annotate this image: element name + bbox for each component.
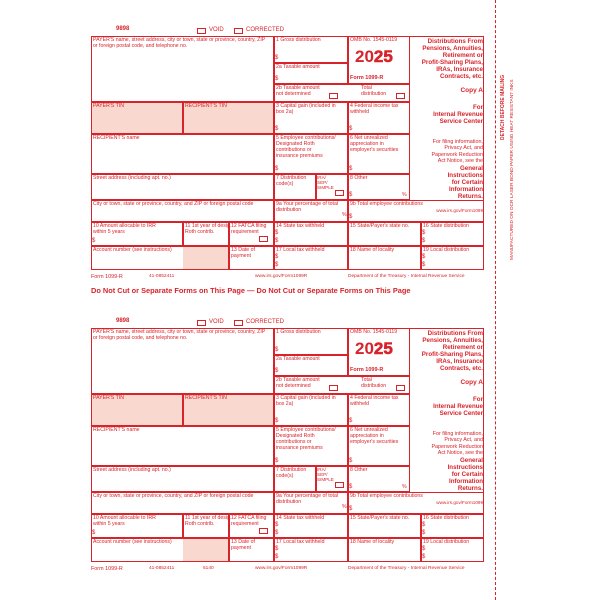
box9b-label: 9b Total employee contributions [350, 493, 423, 499]
do-not-cut-notice: Do Not Cut or Separate Forms on This Page — Do Not Cut or Separate Forms on This Page [91, 286, 411, 295]
dollar-sign: $ [92, 530, 96, 536]
recipient-name-label: RECIPIENT'S name [93, 427, 140, 433]
payer-info-label: PAYER'S name, street address, city or town, state or province, country, ZIP or foreign postal code, and telephone no. [93, 329, 266, 341]
dollar-sign: $ [275, 230, 279, 236]
year-suffix: 25 [373, 339, 393, 358]
box19-label: 19 Local distribution [423, 247, 470, 253]
ira-label: IRA/ SEP/ SIMPLE [317, 467, 334, 482]
corrected-checkbox[interactable] [234, 28, 243, 34]
footer-cat: 41-0852411 [149, 566, 175, 571]
year-suffix: 25 [373, 47, 393, 66]
recipient-tin-label: RECIPIENT'S TIN [185, 103, 227, 109]
box3-label: 3 Capital gain (included in box 2a) [276, 395, 336, 407]
dollar-sign: $ [422, 262, 426, 268]
total-dist-label: Total distribution [361, 85, 387, 97]
box19-label: 19 Local distribution [423, 539, 470, 545]
copy-a: Copy A [460, 87, 483, 94]
tax-year [355, 47, 393, 67]
dollar-sign: $ [275, 554, 279, 560]
fatca-checkbox[interactable] [259, 528, 268, 534]
account-label: Account number (see instructions) [93, 247, 172, 253]
box1-label: 1 Gross distribution [276, 329, 321, 335]
irs-url: www.irs.gov/Form1099 [436, 208, 483, 213]
total-dist-checkbox[interactable] [396, 385, 405, 391]
dollar-sign: $ [349, 458, 353, 464]
omb-number: OMB No. 1545-0119 [350, 329, 398, 335]
general-instructions: General Instructions for Certain Information Returns. [447, 457, 483, 492]
form-title: Distributions From Pensions, Annuities, Retirement or Profit-Sharing Plans, IRAs, Insurance Contracts, etc. [421, 38, 483, 80]
footer-dept: Department of the Treasury - Internal Revenue Service [348, 274, 465, 279]
footer-form: Form 1099-R [91, 566, 123, 572]
percent-sign: % [342, 504, 347, 510]
year-prefix: 20 [355, 339, 374, 358]
payer-info-label: PAYER'S name, street address, city or town, state or province, country, ZIP or foreign postal code, and telephone no. [93, 37, 266, 49]
tax-year [355, 339, 393, 359]
dollar-sign: $ [422, 530, 426, 536]
form-code: 9898 [116, 26, 130, 32]
box3-label: 3 Capital gain (included in box 2a) [276, 103, 336, 115]
box17-label: 17 Local tax withheld [276, 539, 325, 545]
street-label: Street address (including apt. no.) [93, 175, 171, 181]
recipient-tin-label: RECIPIENT'S TIN [185, 395, 227, 401]
box14-label: 14 State tax withheld [276, 515, 325, 521]
box5-label: 5 Employee contributions/ Designated Roth contributions or insurance premiums [276, 135, 336, 159]
privacy-text: For filing information, Privacy Act, and Paperwork Reduction Act Notice, see the [431, 431, 483, 457]
box13-label: 13 Date of payment [231, 247, 255, 259]
dollar-sign: $ [349, 418, 353, 424]
ira-label: IRA/ SEP/ SIMPLE [317, 175, 334, 190]
box9a-label: 9a Your percentage of total distribution [276, 201, 339, 213]
box15-label: 15 State/Payer's state no. [350, 515, 410, 521]
box6-label: 6 Net unrealized appreciation in employer's securities [350, 427, 399, 445]
box9a-label: 9a Your percentage of total distribution [276, 493, 339, 505]
dollar-sign: $ [275, 347, 279, 353]
corrected-checkbox[interactable] [234, 320, 243, 326]
privacy-text: For filing information, Privacy Act, and Paperwork Reduction Act Notice, see the [431, 139, 483, 165]
dollar-sign: $ [422, 238, 426, 244]
box11-label: 11 1st year of desig. Roth contrib. [185, 515, 232, 527]
city-label: City or town, state or province, country, and ZIP or foreign postal code [93, 493, 254, 499]
box2b-label: 2b Taxable amount not determined [276, 377, 320, 389]
box16-label: 16 State distribution [423, 223, 469, 229]
dollar-sign: $ [349, 192, 353, 198]
dollar-sign: $ [275, 262, 279, 268]
box18-label: 18 Name of locality [350, 247, 395, 253]
dollar-sign: $ [275, 238, 279, 244]
void-label: VOID [209, 27, 224, 33]
dollar-sign: $ [422, 254, 426, 260]
box12-label: 12 FATCA filing requirement [231, 223, 267, 235]
total-dist-checkbox[interactable] [396, 93, 405, 99]
perforation-line [495, 0, 496, 600]
omb-number: OMB No. 1545-0119 [350, 37, 398, 43]
box4-label: 4 Federal income tax withheld [350, 395, 399, 407]
dollar-sign: $ [275, 522, 279, 528]
box18-label: 18 Name of locality [350, 539, 395, 545]
dollar-sign: $ [422, 522, 426, 528]
box10-label: 10 Amount allocable to IRR within 5 years [93, 223, 156, 235]
box7-label: 7 Distribution code(s) [276, 175, 307, 187]
box15-label: 15 State/Payer's state no. [350, 223, 410, 229]
recipient-name-label: RECIPIENT'S name [93, 135, 140, 141]
void-checkbox[interactable] [197, 320, 206, 326]
dollar-sign: $ [275, 458, 279, 464]
box7-label: 7 Distribution code(s) [276, 467, 307, 479]
form-code: 9898 [116, 318, 130, 324]
form-number: Form 1099-R [350, 75, 384, 81]
dollar-sign: $ [275, 55, 279, 61]
payer-tin-label: PAYER'S TIN [93, 395, 124, 401]
box4-label: 4 Federal income tax withheld [350, 103, 399, 115]
general-instructions: General Instructions for Certain Information Returns. [447, 165, 483, 200]
detach-label: DETACH BEFORE MAILING [500, 74, 506, 140]
box1-label: 1 Gross distribution [276, 37, 321, 43]
box11-label: 11 1st year of desig. Roth contrib. [185, 223, 232, 235]
box10-label: 10 Amount allocable to IRR within 5 years [93, 515, 156, 527]
box2a-label: 2a Taxable amount [276, 64, 320, 70]
copy-a: Copy A [460, 379, 483, 386]
for-irs: For Internal Revenue Service Center [433, 104, 483, 125]
box2a-label: 2a Taxable amount [276, 356, 320, 362]
box6-label: 6 Net unrealized appreciation in employer's securities [350, 135, 399, 153]
box9b-label: 9b Total employee contributions [350, 201, 423, 207]
footer-cat: 41-0852411 [149, 274, 175, 279]
fatca-checkbox[interactable] [259, 236, 268, 242]
corrected-label: CORRECTED [246, 27, 285, 33]
percent-sign: % [402, 484, 407, 490]
box16-label: 16 State distribution [423, 515, 469, 521]
dollar-sign: $ [275, 76, 279, 82]
footer-url: www.irs.gov/Form1099R [255, 566, 308, 571]
void-label: VOID [209, 319, 224, 325]
box2b-label: 2b Taxable amount not determined [276, 85, 320, 97]
footer-form: Form 1099-R [91, 274, 123, 280]
footer-url: www.irs.gov/Form1099R [255, 274, 308, 279]
dollar-sign: $ [92, 238, 96, 244]
form-title: Distributions From Pensions, Annuities, Retirement or Profit-Sharing Plans, IRAs, Insurance Contracts, etc. [421, 330, 483, 372]
account-label: Account number (see instructions) [93, 539, 172, 545]
box12-label: 12 FATCA filing requirement [231, 515, 267, 527]
ira-checkbox[interactable] [335, 482, 344, 488]
dollar-sign: $ [422, 230, 426, 236]
dollar-sign: $ [275, 368, 279, 374]
dollar-sign: $ [349, 126, 353, 132]
dollar-sign: $ [349, 214, 353, 220]
box2b-checkbox[interactable] [329, 385, 338, 391]
percent-sign: % [402, 192, 407, 198]
payer-tin-label: PAYER'S TIN [93, 103, 124, 109]
box2b-checkbox[interactable] [329, 93, 338, 99]
dollar-sign: $ [275, 254, 279, 260]
year-prefix: 20 [355, 47, 374, 66]
void-checkbox[interactable] [197, 28, 206, 34]
box8-label: 8 Other [350, 467, 368, 473]
corrected-label: CORRECTED [246, 319, 285, 325]
dollar-sign: $ [349, 506, 353, 512]
street-label: Street address (including apt. no.) [93, 467, 171, 473]
form-number: Form 1099-R [350, 367, 384, 373]
dollar-sign: $ [349, 484, 353, 490]
dollar-sign: $ [275, 530, 279, 536]
box17-label: 17 Local tax withheld [276, 247, 325, 253]
dollar-sign: $ [275, 166, 279, 172]
for-irs: For Internal Revenue Service Center [433, 396, 483, 417]
dollar-sign: $ [275, 418, 279, 424]
total-dist-label: Total distribution [361, 377, 387, 389]
footer-dept: Department of the Treasury - Internal Revenue Service [348, 566, 465, 571]
dollar-sign: $ [422, 554, 426, 560]
dollar-sign: $ [275, 126, 279, 132]
box8-label: 8 Other [350, 175, 368, 181]
footer-code: 5140 [203, 566, 214, 571]
dollar-sign: $ [349, 166, 353, 172]
dollar-sign: $ [422, 546, 426, 552]
box5-label: 5 Employee contributions/ Designated Roth contributions or insurance premiums [276, 427, 336, 451]
box13-label: 13 Date of payment [231, 539, 255, 551]
box14-label: 14 State tax withheld [276, 223, 325, 229]
irs-url: www.irs.gov/Form1099 [436, 500, 483, 505]
dollar-sign: $ [275, 546, 279, 552]
percent-sign: % [342, 212, 347, 218]
manufacture-label: MANUFACTURED ON OCR LASER BOND PAPER USING HEAT RESISTANT INKS [510, 79, 515, 260]
city-label: City or town, state or province, country, and ZIP or foreign postal code [93, 201, 254, 207]
ira-checkbox[interactable] [335, 190, 344, 196]
